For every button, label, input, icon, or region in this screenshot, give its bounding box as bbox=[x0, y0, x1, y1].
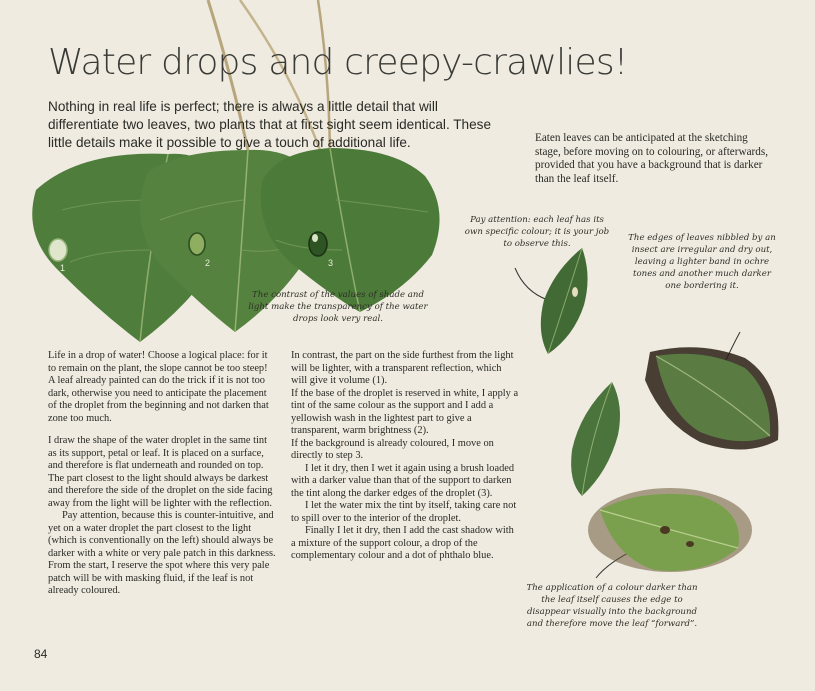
body-paragraph: If the base of the droplet is reserved in white, I apply a tint of the same colour as the support and I add a yellowish wash in the lightest part to give a transparent, warm brightness (2). bbox=[291, 387, 519, 436]
water-drop-3 bbox=[309, 232, 327, 256]
sidenote: Eaten leaves can be anticipated at the sketching stage, before moving on to colouring, or afterwards, provided that you have a background that is darker than the leaf itself. bbox=[535, 132, 769, 185]
body-paragraph: Pay attention, because this is counter-intuitive, and yet on a water droplet the part closest to the light (which is conventionally on the left) should always be darker with a white or very pale patch in this darkness. From the start, I reserve the spot where this very pale patch will be with masking fluid, if the leaf is not already coloured. bbox=[48, 510, 276, 596]
annotation-colour-darker: The application of a colour darker than the leaf itself causes the edge to disappear visually into the background and therefore move the leaf “forward”. bbox=[526, 583, 698, 629]
leaf-darker-background bbox=[588, 488, 752, 572]
annotation-water-drops: The contrast of the values of shade and light make the transparency of the water drops look very real. bbox=[248, 290, 428, 324]
intro-paragraph: Nothing in real life is perfect; there is always a little detail that will differentiate two leaves, two plants that at first sight seem identical. These little details make it possible to give a touch of additional life. bbox=[48, 99, 492, 150]
page-number: 84 bbox=[34, 647, 48, 661]
body-paragraph: I draw the shape of the water droplet in the same tint as its support, petal or leaf. It is placed on a surface, and therefore is flat underneath and rounded on top. The part closest to the light should always be darkest and therefore the side of the droplet on the side facing away from the light will be lighter with the reflection. bbox=[48, 435, 273, 509]
drop-label-3: 3 bbox=[328, 258, 334, 268]
annotation-own-colour: Pay attention: each leaf has its own specific colour; it is your job to observe this. bbox=[464, 215, 610, 249]
water-drop-2 bbox=[189, 233, 205, 255]
body-paragraph: I let it dry, then I wet it again using a brush loaded with a darker value than that of the support to darken the tint along the darker edges of the droplet (3). bbox=[291, 462, 515, 499]
body-paragraph: In contrast, the part on the side furthest from the light will be lighter, with a transparent reflection, which will give it volume (1). bbox=[291, 350, 514, 386]
body-column-1 bbox=[48, 350, 276, 598]
body-paragraph: Finally I let it dry, then I add the cast shadow with a mixture of the support colour, a drop of the complementary colour and a dot of phthalo blue. bbox=[291, 525, 514, 561]
annotation-nibbled-edges: The edges of leaves nibbled by an insect are irregular and dry out, leaving a lighter band in ochre tones and another much darker one bordering it. bbox=[628, 233, 776, 291]
leaf-nibbled-edges bbox=[645, 347, 778, 449]
pointer-line bbox=[515, 268, 548, 300]
body-paragraph: If the background is already coloured, I move on directly to step 3. bbox=[291, 437, 494, 461]
leaf-specific-colour bbox=[541, 248, 588, 354]
body-paragraph: Life in a drop of water! Choose a logical place: for it to remain on the plant, the slope cannot be too steep! A leaf already painted can do the trick if it is not too dark, otherwise you need to anticipate the placement of the droplet from the beginning and not darken that zone too much. bbox=[48, 350, 269, 424]
drop-label-1: 1 bbox=[60, 263, 66, 273]
page-title: Water drops and creepy-crawlies! bbox=[48, 42, 628, 83]
body-column-2 bbox=[291, 350, 519, 563]
leaf-3 bbox=[261, 148, 440, 312]
leaf-middle bbox=[571, 382, 620, 496]
body-paragraph: I let the water mix the tint by itself, taking care not to spill over to the interior of the droplet. bbox=[291, 500, 517, 524]
drop-label-2: 2 bbox=[205, 258, 211, 268]
water-drop-1 bbox=[49, 239, 67, 261]
